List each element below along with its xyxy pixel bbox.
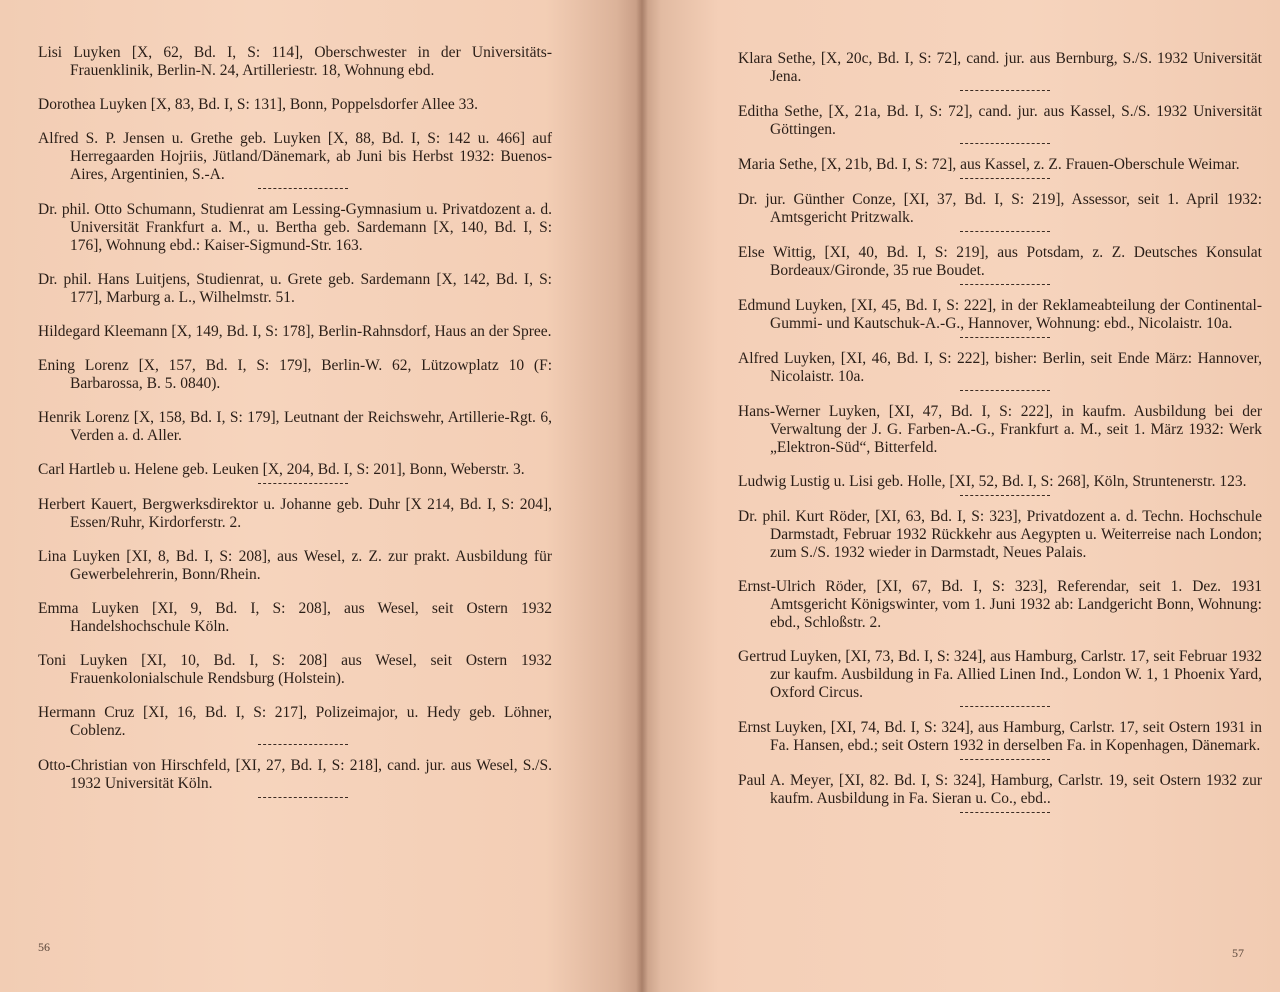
directory-entry: Gertrud Luyken, [XI, 73, Bd. I, S: 324], aus Hamburg, Carlstr. 17, seit Februar 1932 zur kaufm. Ausbildung in Fa. Allied Linen Ind., London W. 1, 1 Phoenix Yard, Oxford Circus. (738, 648, 1262, 701)
directory-entry: Alfred Luyken, [XI, 46, Bd. I, S: 222], bisher: Berlin, seit Ende März: Hannover, Nicolaistr. 10a. (738, 350, 1262, 385)
directory-entry: Else Wittig, [XI, 40, Bd. I, S: 219], aus Potsdam, z. Z. Deutsches Konsulat Bordeaux/Gironde, 35 rue Boudet. (738, 244, 1262, 279)
entry-gap (38, 484, 552, 496)
page-56-entries (38, 44, 552, 810)
entry-gap (738, 91, 1262, 103)
directory-entry: Ernst-Ulrich Röder, [XI, 67, Bd. I, S: 323], Referendar, seit 1. Dez. 1931 Amtsgericht Königswinter, vom 1. Juni 1932 ab: Landgericht Bonn, Wohnung: ebd., Schloßstr. 2. (738, 578, 1262, 631)
entry-gap (738, 179, 1262, 191)
entry-gap (38, 255, 552, 271)
directory-entry: Henrik Lorenz [X, 158, Bd. I, S: 179], Leutnant der Reichswehr, Artillerie-Rgt. 6, Verden a. d. Aller. (38, 409, 552, 444)
entry-gap (738, 632, 1262, 648)
directory-entry: Dr. phil. Otto Schumann, Studienrat am Lessing-Gymnasium u. Privatdozent a. d. Universität Frankfurt a. M., u. Bertha geb. Sardemann [X, 140, Bd. I, S: 176], Wohnung ebd.: Kaiser-Sigmund-Str. 163. (38, 201, 552, 254)
entry-gap (38, 745, 552, 757)
directory-entry: Dr. phil. Hans Luitjens, Studienrat, u. Grete geb. Sardemann [X, 142, Bd. I, S: 177], Marburg a. L., Wilhelmstr. 51. (38, 271, 552, 306)
directory-entry: Dr. phil. Kurt Röder, [XI, 63, Bd. I, S: 323], Privatdozent a. d. Techn. Hochschule Darmstadt, Februar 1932 Rückkehr aus Aegypten u. Weiterreise nach London; zum S./S. 1932 wieder in Darmstadt, Neues Palais. (738, 508, 1262, 561)
entry-gap (738, 813, 1262, 825)
page-number-56: 56 (38, 940, 50, 954)
directory-entry: Edmund Luyken, [XI, 45, Bd. I, S: 222], in der Reklameabteilung der Continental-Gummi- und Kautschuk-A.-G., Hannover, Wohnung: ebd., Nicolaistr. 10a. (738, 297, 1262, 332)
directory-entry: Maria Sethe, [X, 21b, Bd. I, S: 72], aus Kassel, z. Z. Frauen-Oberschule Weimar. (738, 156, 1240, 173)
entry-gap (38, 189, 552, 201)
directory-entry: Hans-Werner Luyken, [XI, 47, Bd. I, S: 222], in kaufm. Ausbildung bei der Verwaltung der J. G. Farben-A.-G., Frankfurt a. M., seit 1. März 1932: Werk „Elektron-Süd“, Bitterfeld. (738, 403, 1262, 456)
entry-gap (738, 144, 1262, 156)
directory-entry: Lina Luyken [XI, 8, Bd. I, S: 208], aus Wesel, z. Z. zur prakt. Ausbildung für Gewerbelehrerin, Bonn/Rhein. (38, 548, 552, 583)
directory-entry: Ernst Luyken, [XI, 74, Bd. I, S: 324], aus Hamburg, Carlstr. 17, seit Ostern 1931 in Fa. Hansen, ebd.; seit Ostern 1932 in derselben Fa. in Kopenhagen, Dänemark. (738, 719, 1262, 754)
entry-gap (38, 445, 552, 461)
entry-gap (38, 798, 552, 810)
entry-gap (738, 285, 1262, 297)
directory-entry: Otto-Christian von Hirschfeld, [XI, 27, Bd. I, S: 218], cand. jur. aus Wesel, S./S. 1932 Universität Köln. (38, 757, 552, 792)
directory-entry: Alfred S. P. Jensen u. Grethe geb. Luyken [X, 88, Bd. I, S: 142 u. 466] auf Herregaarden Hojriis, Jütland/Dänemark, ab Juni bis Herbst 1932: Buenos-Aires, Argentinien, S.-A. (38, 130, 552, 183)
book-gutter (636, 0, 648, 992)
entry-gap (38, 688, 552, 704)
entry-gap (38, 307, 552, 323)
entry-gap (738, 760, 1262, 772)
directory-entry: Klara Sethe, [X, 20c, Bd. I, S: 72], cand. jur. aus Bernburg, S./S. 1932 Universität Jena. (738, 50, 1262, 85)
directory-entry: Editha Sethe, [X, 21a, Bd. I, S: 72], cand. jur. aus Kassel, S./S. 1932 Universität Göttingen. (738, 103, 1262, 138)
entry-gap (38, 341, 552, 357)
page-57-entries (738, 50, 1262, 825)
entry-gap (38, 393, 552, 409)
entry-gap (38, 114, 552, 130)
directory-entry: Hermann Cruz [XI, 16, Bd. I, S: 217], Polizeimajor, u. Hedy geb. Löhner, Coblenz. (38, 704, 552, 739)
directory-entry: Paul A. Meyer, [XI, 82. Bd. I, S: 324], Hamburg, Carlstr. 19, seit Ostern 1932 zur kaufm. Ausbildung in Fa. Sieran u. Co., ebd.. (738, 772, 1262, 807)
entry-gap (38, 532, 552, 548)
entry-gap (38, 80, 552, 96)
entry-gap (738, 338, 1262, 350)
entry-gap (38, 584, 552, 600)
page-number-57: 57 (1232, 946, 1244, 960)
directory-entry: Herbert Kauert, Bergwerksdirektor u. Johanne geb. Duhr [X 214, Bd. I, S: 204], Essen/Ruhr, Kirdorferstr. 2. (38, 496, 552, 531)
entry-gap (738, 232, 1262, 244)
directory-entry: Carl Hartleb u. Helene geb. Leuken [X, 204, Bd. I, S: 201], Bonn, Weberstr. 3. (38, 461, 525, 478)
entry-gap (738, 457, 1262, 473)
directory-entry: Ludwig Lustig u. Lisi geb. Holle, [XI, 52, Bd. I, S: 268], Köln, Struntenerstr. 123. (738, 473, 1247, 490)
right-page (642, 0, 1280, 992)
entry-gap (38, 636, 552, 652)
directory-entry: Emma Luyken [XI, 9, Bd. I, S: 208], aus Wesel, seit Ostern 1932 Handelshochschule Köln. (38, 600, 552, 635)
entry-gap (738, 496, 1262, 508)
directory-entry: Hildegard Kleemann [X, 149, Bd. I, S: 178], Berlin-Rahnsdorf, Haus an der Spree. (38, 323, 552, 340)
directory-entry: Dorothea Luyken [X, 83, Bd. I, S: 131], Bonn, Poppelsdorfer Allee 33. (38, 96, 478, 113)
directory-entry: Toni Luyken [XI, 10, Bd. I, S: 208] aus Wesel, seit Ostern 1932 Frauenkolonialschule Rendsburg (Holstein). (38, 652, 552, 687)
directory-entry: Lisi Luyken [X, 62, Bd. I, S: 114], Oberschwester in der Universitäts-Frauenklinik, Berlin-N. 24, Artilleriestr. 18, Wohnung ebd. (38, 44, 552, 79)
entry-gap (738, 562, 1262, 578)
directory-entry: Dr. jur. Günther Conze, [XI, 37, Bd. I, S: 219], Assessor, seit 1. April 1932: Amtsgericht Pritzwalk. (738, 191, 1262, 226)
entry-gap (738, 707, 1262, 719)
directory-entry: Ening Lorenz [X, 157, Bd. I, S: 179], Berlin-W. 62, Lützowplatz 10 (F: Barbarossa, B. 5. 0840). (38, 357, 552, 392)
entry-gap (738, 391, 1262, 403)
